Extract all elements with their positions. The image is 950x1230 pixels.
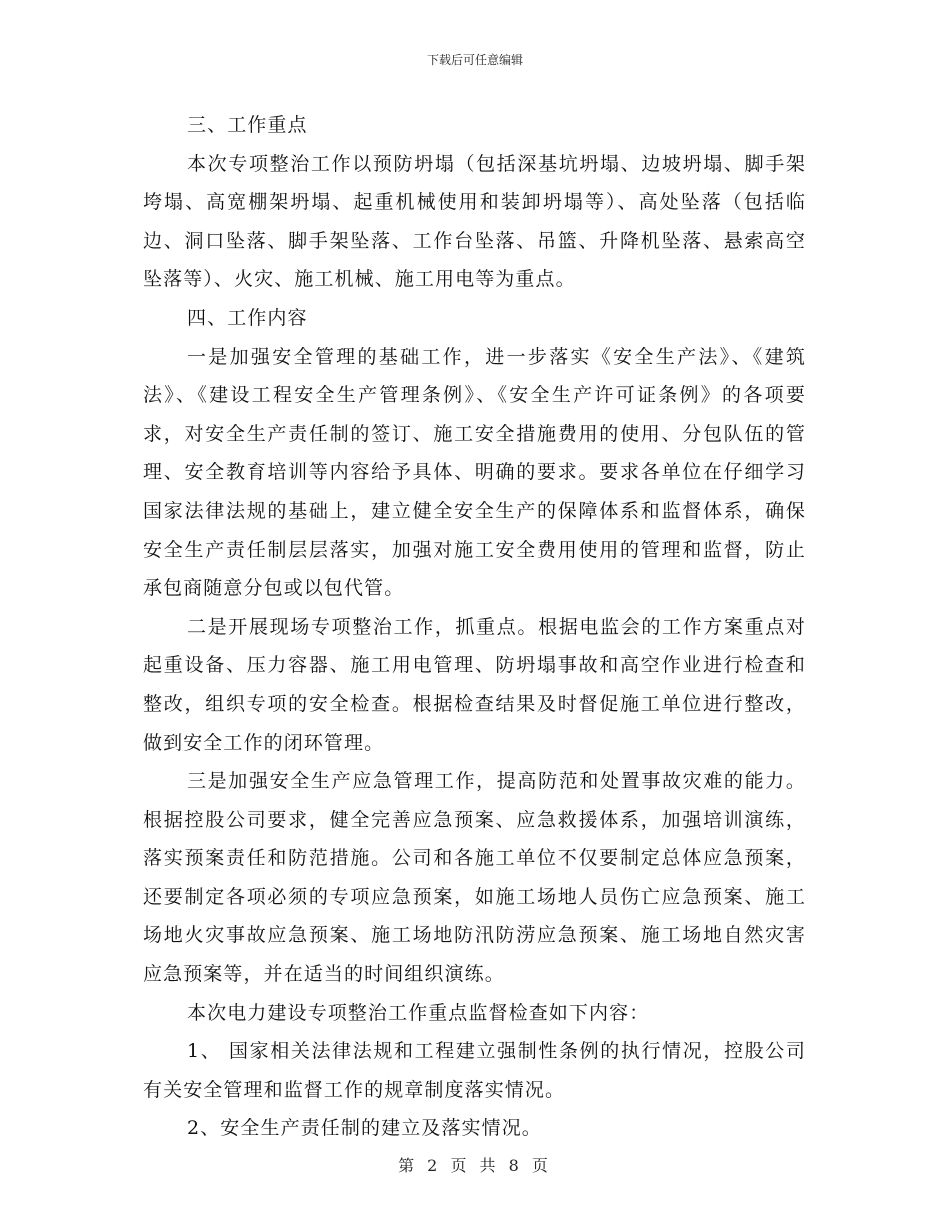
page-header-note: 下载后可任意编辑 bbox=[426, 53, 523, 67]
paragraph-content-item-3: 三是加强安全生产应急管理工作，提高防范和处置事故灾难的能力。根据控股公司要求，健全完善应急预案、应急救援体系，加强培训演练，落实预案责任和防范措施。公司和各施工单位不仅要制定总体应急预案，还要制定各项必须的专项应急预案，如施工场地人员伤亡应急预案、施工场地火灾事故应急预案、施工场地防汛防涝应急预案、施工场地自然灾害应急预案等，并在适当的时间组织演练。 bbox=[143, 770, 806, 986]
list-item-1: 1、 国家相关法律法规和工程建立强制性条例的执行情况，控股公司有关安全管理和监督工作的规章制度落实情况。 bbox=[143, 1040, 806, 1101]
document-body bbox=[143, 106, 806, 1148]
paragraph-work-focus: 本次专项整治工作以预防坍塌（包括深基坑坍塌、边坡坍塌、脚手架垮塌、高宽棚架坍塌、起重机械使用和装卸坍塌等）、高处坠落（包括临边、洞口坠落、脚手架坠落、工作台坠落、吊篮、升降机坠落、悬索高空坠落等）、火灾、施工机械、施工用电等为重点。 bbox=[143, 152, 806, 291]
page-number: 第 2 页 共 8 页 bbox=[398, 1156, 552, 1175]
paragraph-inspection-intro: 本次电力建设专项整治工作重点监督检查如下内容： bbox=[187, 1001, 650, 1024]
section-heading-work-focus: 三、工作重点 bbox=[187, 114, 308, 136]
section-heading-work-content: 四、工作内容 bbox=[187, 306, 308, 329]
list-item-2: 2、安全生产责任制的建立及落实情况。 bbox=[187, 1117, 542, 1140]
paragraph-content-item-2: 二是开展现场专项整治工作，抓重点。根据电监会的工作方案重点对起重设备、压力容器、施工用电管理、防坍塌事故和高空作业进行检查和整改，组织专项的安全检查。根据检查结果及时督促施工单位进行整改，做到安全工作的闭环管理。 bbox=[143, 615, 806, 754]
paragraph-content-item-1: 一是加强安全管理的基础工作，进一步落实《安全生产法》、《建筑法》、《建设工程安全生产管理条例》、《安全生产许可证条例》的各项要求，对安全生产责任制的签订、施工安全措施费用的使用、分包队伍的管理、安全教育培训等内容给予具体、明确的要求。要求各单位在仔细学习国家法律法规的基础上，建立健全安全生产的保障体系和监督体系，确保安全生产责任制层层落实，加强对施工安全费用使用的管理和监督，防止承包商随意分包或以包代管。 bbox=[143, 345, 806, 600]
